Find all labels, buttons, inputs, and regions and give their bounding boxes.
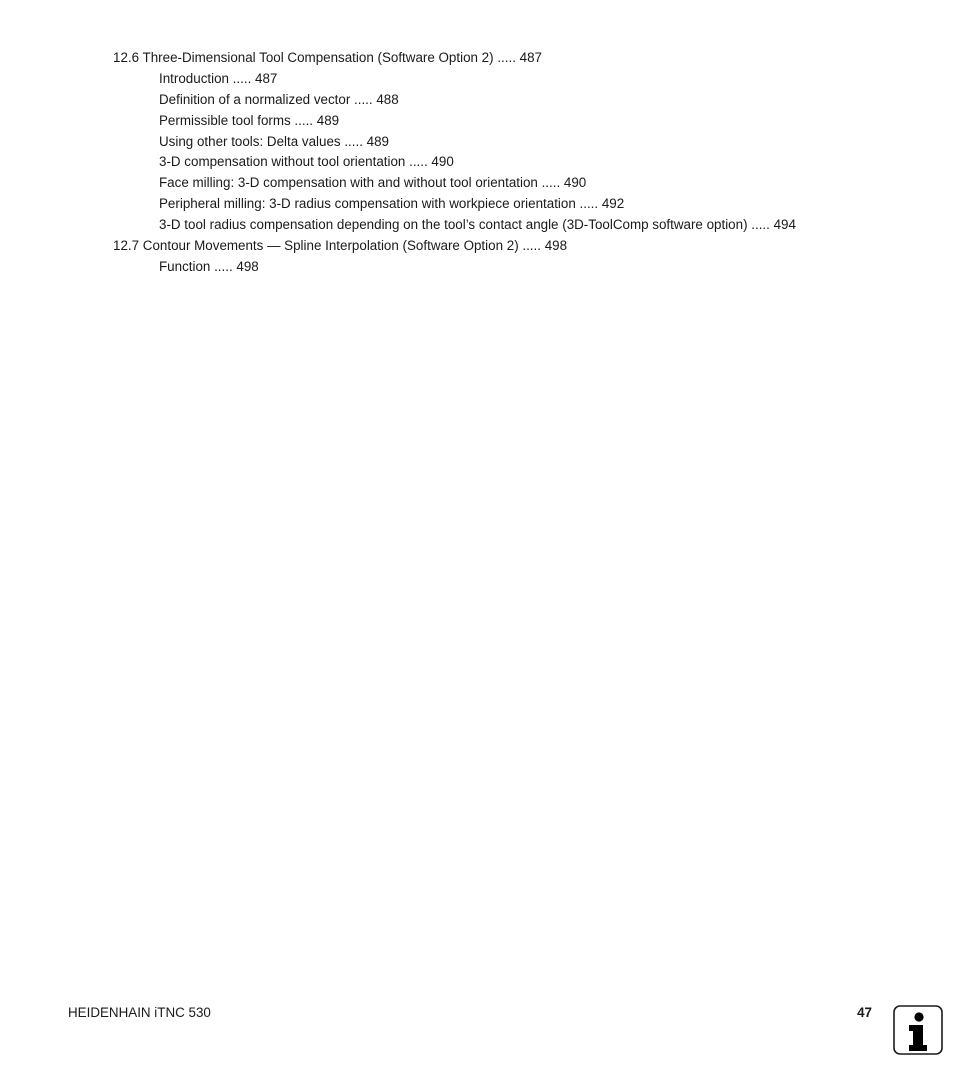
table-of-contents [113, 48, 913, 278]
toc-entry-section-12-6[interactable]: 12.6 Three-Dimensional Tool Compensation (Software Option 2) ..... 487 [113, 50, 542, 65]
footer-product-name: HEIDENHAIN iTNC 530 [68, 1005, 211, 1020]
page-number: 47 [857, 1005, 872, 1020]
toc-entry-delta-values[interactable]: Using other tools: Delta values ..... 489 [159, 133, 389, 149]
toc-entry-3d-comp-no-orientation[interactable]: 3-D compensation without tool orientation ..... 490 [159, 154, 454, 170]
toc-entry-section-12-7[interactable]: 12.7 Contour Movements — Spline Interpolation (Software Option 2) ..... 498 [113, 238, 568, 254]
toc-entry-contact-angle[interactable]: 3-D tool radius compensation depending on the tool’s contact angle (3D-ToolComp software option) ..... 494 [159, 217, 796, 233]
toc-entry-peripheral-milling[interactable]: Peripheral milling: 3-D radius compensation with workpiece orientation ..... 492 [159, 196, 625, 212]
toc-entry-normalized-vector[interactable]: Definition of a normalized vector ..... 488 [159, 91, 399, 107]
toc-entry-introduction[interactable]: Introduction ..... 487 [159, 70, 278, 86]
toc-entry-tool-forms[interactable]: Permissible tool forms ..... 489 [159, 112, 340, 128]
info-icon [893, 1005, 943, 1055]
toc-entry-face-milling[interactable]: Face milling: 3-D compensation with and without tool orientation ..... 490 [159, 175, 587, 191]
toc-entry-function[interactable]: Function ..... 498 [159, 258, 259, 274]
